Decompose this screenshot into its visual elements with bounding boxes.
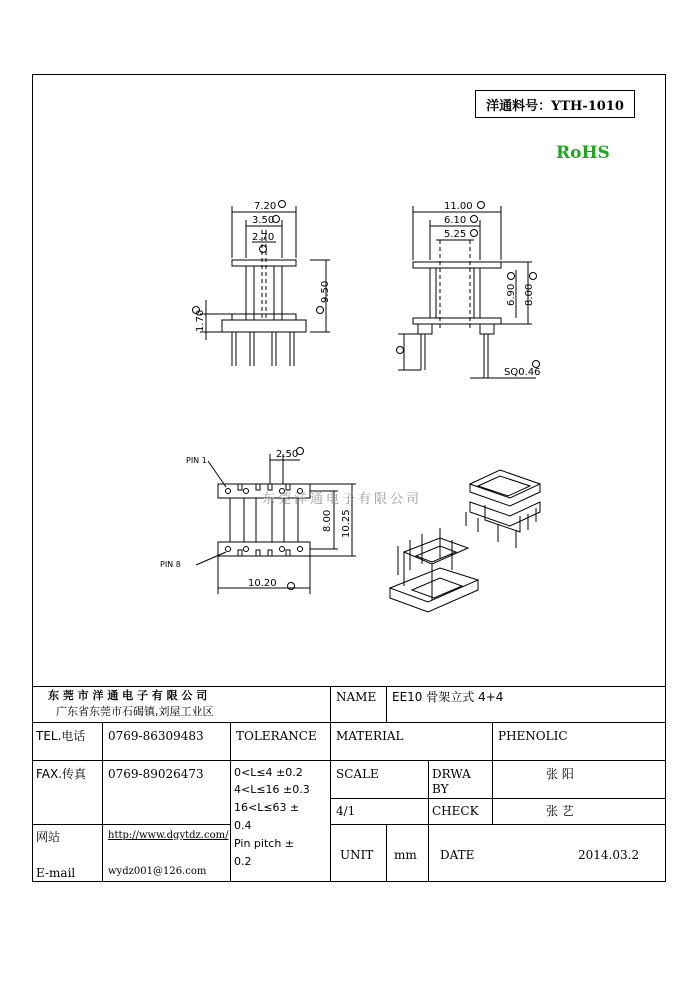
dim-front-h: 9.50 — [320, 280, 331, 303]
drawn-value: 张 阳 — [546, 767, 574, 781]
pin-8-label: PIN 8 — [160, 560, 181, 569]
company-name: 东 莞 市 洋 通 电 子 有 限 公 司 — [48, 689, 208, 702]
web-link[interactable]: http://www.dgytdz.com/ — [108, 830, 229, 841]
tolerance-label: TOLERANCE — [236, 729, 317, 743]
dim-side-h-inner: 6.90 — [506, 283, 517, 306]
tolerance-1: 0<L≤4 ±0.2 — [234, 766, 303, 779]
tel-value: 0769-86309483 — [108, 729, 204, 743]
scale-label: SCALE — [336, 767, 379, 781]
scale-value: 4/1 — [336, 804, 356, 818]
name-value: EE10 骨架立式 4+4 — [392, 690, 504, 704]
material-label: MATERIAL — [336, 729, 404, 743]
pin-1-label: PIN 1 — [186, 456, 207, 465]
rohs-mark: RoHS — [556, 143, 610, 163]
dim-side-w-mid: 6.10 — [444, 215, 467, 226]
web-label: 网站 — [36, 830, 61, 844]
dim-bottom-pitch: 2.50 — [276, 449, 299, 460]
check-value: 张 艺 — [546, 804, 574, 818]
dim-bottom-w: 10.20 — [248, 578, 277, 589]
check-label: CHECK — [432, 804, 479, 818]
tolerance-4: Pin pitch ± — [234, 837, 295, 850]
tolerance-3: 16<L≤63 ± — [234, 801, 300, 814]
unit-label: UNIT — [340, 848, 374, 862]
dim-front-w-inner: 2.70 — [252, 232, 275, 243]
material-value: PHENOLIC — [498, 729, 568, 743]
email-label: E-mail — [36, 866, 76, 880]
dim-front-pin-h: 1.70 — [195, 309, 206, 332]
dim-side-h-outer: 8.00 — [524, 283, 535, 306]
unit-value: mm — [394, 848, 417, 862]
dim-front-w-mid: 3.50 — [252, 215, 275, 226]
fax-value: 0769-89026473 — [108, 767, 204, 781]
dim-front-w-outer: 7.20 — [254, 201, 277, 212]
tel-label: TEL.电话 — [36, 729, 86, 743]
tolerance-4b: 0.2 — [234, 855, 252, 868]
dim-bottom-pin-span: 8.00 — [322, 509, 333, 532]
company-address: 广东省东莞市石碣镇,刘屋工业区 — [56, 705, 214, 718]
date-value: 2014.03.2 — [578, 848, 640, 862]
tolerance-2: 4<L≤16 ±0.3 — [234, 783, 310, 796]
dim-side-w-inner: 5.25 — [444, 229, 467, 240]
tolerance-3b: 0.4 — [234, 819, 252, 832]
part-number: 洋通料号：YTH-1010 — [486, 98, 624, 114]
date-label: DATE — [440, 848, 475, 862]
drawn-label-2: BY — [432, 782, 449, 796]
drawn-label-1: DRWA — [432, 767, 471, 781]
dimension-labels — [160, 201, 540, 589]
dim-bottom-len: 10.25 — [341, 509, 352, 538]
side-view — [397, 202, 540, 379]
dim-side-w-outer: 11.00 — [444, 201, 473, 212]
dim-pin-sq: SQ0.46 — [504, 367, 541, 378]
email-value: wydz001@126.com — [108, 866, 207, 877]
fax-label: FAX.传真 — [36, 767, 87, 781]
name-label: NAME — [336, 690, 377, 704]
watermark: 东莞洋通电子有限公司 — [262, 492, 423, 507]
